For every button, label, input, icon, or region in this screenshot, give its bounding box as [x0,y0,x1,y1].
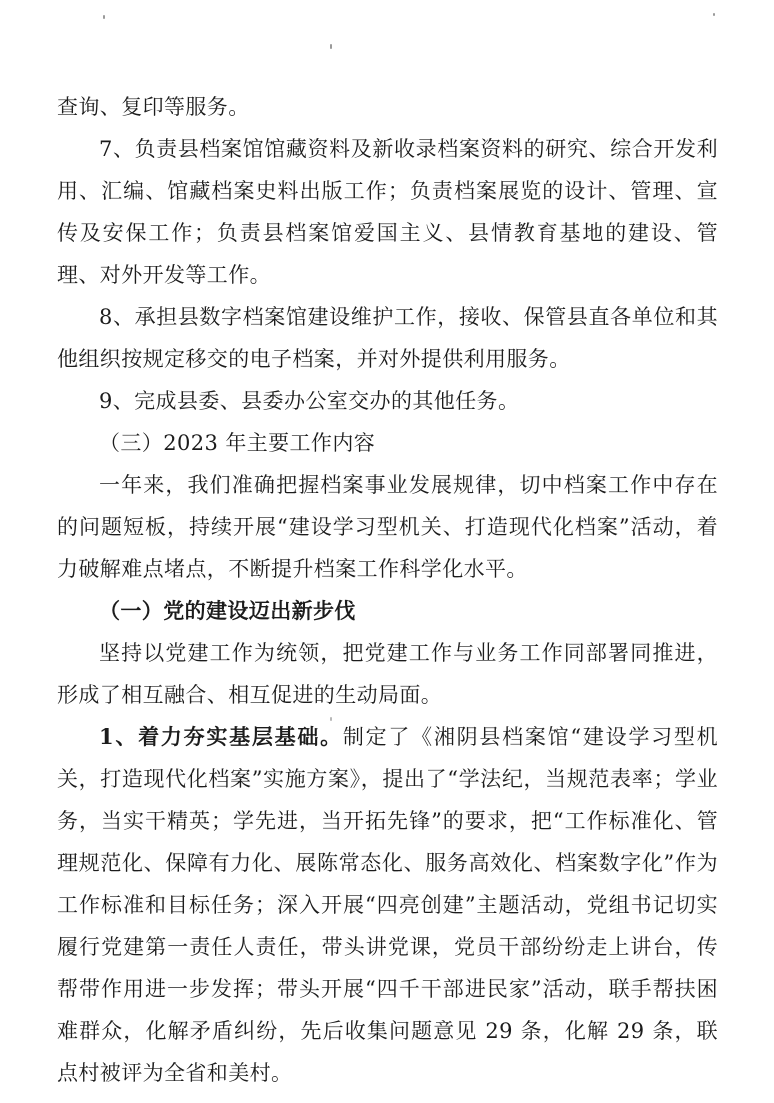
paragraph: 8、承担县数字档案馆建设维护工作，接收、保管县直各单位和其他组织按规定移交的电子档案，并对外提供利用服务。 [57,305,718,371]
section-heading: （三）2023 年主要工作内容 [99,431,376,455]
section-heading: （一）党的建设迈出新步伐 [99,598,356,623]
scan-speck [713,13,715,16]
paragraph: 坚持以党建工作为统领，把党建工作与业务工作同部署同推进，形成了相互融合、相互促进的生动局面。 [57,641,718,707]
paragraph: 1、着力夯实基层基础。制定了《湘阴县档案馆“建设学习型机关，打造现代化档案”实施方案》，提出了“学法纪，当规范表率；学业务，当实干精英；学先进，当开拓先锋”的要求，把“工作标准化、管理规范化、保障有力化、展陈常态化、服务高效化、档案数字化”作为工作标准和目标任务；深入开展“四亮创建”主题活动，党组书记切实履行党建第一责任人责任，带头讲党课，党员干部纷纷走上讲台，传帮带作用进一步发挥；带头开展“四千干部进民家”活动，联手帮扶困难群众，化解矛盾纠纷，先后收集问题意见 29 条，化解 29 条，联点村被评为全省和美村。 [57,724,718,1085]
scan-speck [103,15,105,19]
scan-speck [330,44,332,49]
paragraph: 查询、复印等服务。 [57,95,250,119]
paragraph: 9、完成县委、县委办公室交办的其他任务。 [99,389,520,413]
paragraph: 7、负责县档案馆馆藏资料及新收录档案资料的研究、综合开发利用、汇编、馆藏档案史料出版工作；负责档案展览的设计、管理、宣传及安保工作；负责县档案馆爱国主义、县情教育基地的建设、管理、对外开发等工作。 [57,137,718,287]
document-body [57,86,718,1094]
paragraph-lead: 1、着力夯实基层基础。 [99,724,343,749]
paragraph: 一年来，我们准确把握档案事业发展规律，切中档案工作中存在的问题短板，持续开展“建设学习型机关、打造现代化档案”活动，着力破解难点堵点，不断提升档案工作科学化水平。 [57,473,718,581]
